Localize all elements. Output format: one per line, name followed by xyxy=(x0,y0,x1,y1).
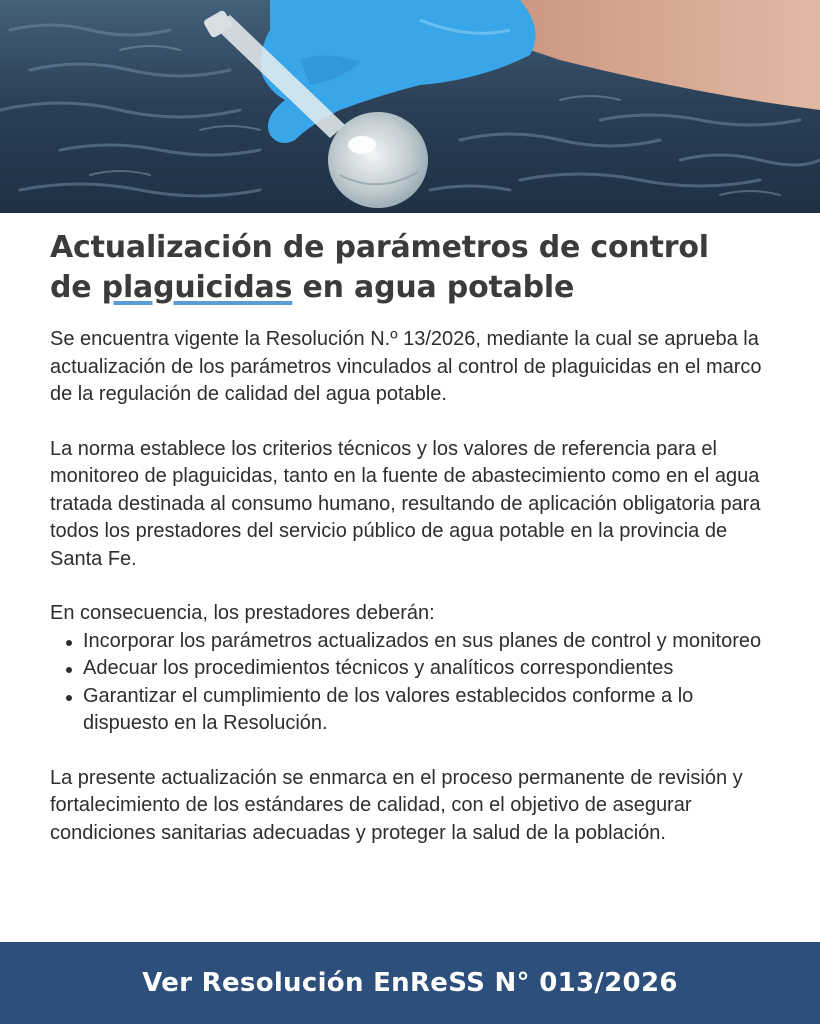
view-resolution-link[interactable]: Ver Resolución EnReSS N° 013/2026 xyxy=(142,968,678,998)
list-item: Incorporar los parámetros actualizados en sus planes de control y monitoreo xyxy=(83,628,780,656)
title-line-2-prefix: de xyxy=(50,270,102,305)
obligations-section xyxy=(50,600,780,738)
title-line-2-suffix: en agua potable xyxy=(292,270,575,305)
obligations-list xyxy=(50,628,780,738)
paragraph-resolution: Se encuentra vigente la Resolución N.º 13/2026, mediante la cual se aprueba la actualización de los parámetros vinculados al control de plaguicidas en el marco de la regulación de calidad del agua potable. xyxy=(50,328,762,405)
title-highlight: plaguicidas xyxy=(101,270,293,305)
list-item: Adecuar los procedimientos técnicos y analíticos correspondientes xyxy=(83,655,780,683)
water-sample-illustration xyxy=(0,0,820,213)
page-title xyxy=(50,228,780,308)
paragraph-conclusion: La presente actualización se enmarca en el proceso permanente de revisión y fortalecimiento de los estándares de calidad, con el objetivo de asegurar condiciones sanitarias adecuadas y proteger la salud de la población. xyxy=(50,766,743,844)
article xyxy=(50,228,780,847)
hero-photo xyxy=(0,0,820,213)
obligations-intro: En consecuencia, los prestadores deberán: xyxy=(50,602,435,624)
paragraph-norm: La norma establece los criterios técnicos y los valores de referencia para el monitoreo de plaguicidas, tanto en la fuente de abastecimiento como en el agua tratada destinada al consumo humano, resultando de aplicación obligatoria para todos los prestadores del servicio público de agua potable en la provincia de Santa Fe. xyxy=(50,437,761,570)
title-line-1: Actualización de parámetros de control xyxy=(50,230,709,265)
view-resolution-banner[interactable] xyxy=(0,942,820,1024)
list-item: Garantizar el cumplimiento de los valores establecidos conforme a lo dispuesto en la Resolución. xyxy=(83,683,780,738)
